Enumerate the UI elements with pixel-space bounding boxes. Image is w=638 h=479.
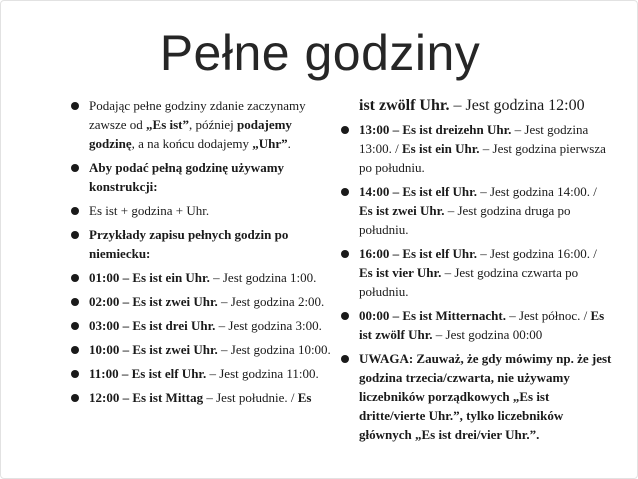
list-item: [341, 182, 613, 239]
bold-text: Przykłady zapisu pełnych godzin po niemiecku:: [89, 227, 289, 261]
bullet-icon: [71, 394, 79, 402]
text: , później: [189, 117, 238, 132]
text: – Jest godzina 10:00.: [217, 342, 331, 357]
list-item: [341, 120, 613, 177]
left-bullet-list: [71, 96, 339, 407]
bold-text: Es ist zwei Uhr.: [359, 203, 445, 218]
bold-text: 13:00 – Es ist dreizehn Uhr.: [359, 122, 512, 137]
bold-text: 10:00 – Es ist zwei Uhr.: [89, 342, 218, 357]
bold-text: Es ist ein Uhr.: [401, 141, 480, 156]
bold-text: „Uhr”: [252, 136, 288, 151]
bold-text: 14:00 – Es ist elf Uhr.: [359, 184, 477, 199]
bullet-icon: [71, 164, 79, 172]
bold-text: Es ist vier Uhr.: [359, 265, 442, 280]
list-item: [71, 388, 339, 407]
bold-text: 02:00 – Es ist zwei Uhr.: [89, 294, 218, 309]
page-title: Pełne godziny: [159, 25, 481, 81]
list-item: [71, 292, 339, 311]
bullet-icon: [341, 126, 349, 134]
bold-text: 03:00 – Es ist drei Uhr.: [89, 318, 216, 333]
text: – Jest północ. /: [505, 308, 591, 323]
text: – Jest godzina 11:00.: [206, 366, 319, 381]
text: – Jest godzina 3:00.: [215, 318, 322, 333]
bullet-icon: [71, 322, 79, 330]
bullet-icon: [71, 231, 79, 239]
text: – Jest godzina 14:00. /: [476, 184, 597, 199]
bold-text: Aby podać pełną godzinę używamy konstrukcji:: [89, 160, 285, 194]
list-item: [341, 306, 613, 344]
text: – Jest godzina 12:00: [449, 97, 585, 114]
text: – Jest godzina druga po południu.: [359, 203, 571, 237]
bullet-icon: [71, 207, 79, 215]
list-item: [71, 158, 339, 196]
bold-text: 00:00 – Es ist Mitternacht.: [359, 308, 506, 323]
text: – Jest godzina 13:00. /: [359, 122, 589, 156]
text: , a na końcu dodajemy: [131, 136, 253, 151]
right-bullet-list: [341, 120, 613, 444]
text: – Jest godzina pierwsza po południu.: [359, 141, 606, 175]
bold-text: 01:00 – Es ist ein Uhr.: [89, 270, 210, 285]
bold-text: Es ist zwölf Uhr.: [359, 308, 605, 342]
text: – Jest godzina 2:00.: [217, 294, 325, 309]
bold-text: 11:00 – Es ist elf Uhr.: [89, 366, 207, 381]
list-item: [71, 316, 339, 335]
bold-text: 16:00 – Es ist elf Uhr.: [359, 246, 477, 261]
text: – Jest godzina 1:00.: [209, 270, 317, 285]
bullet-icon: [71, 298, 79, 306]
bullet-icon: [341, 188, 349, 196]
list-item: [71, 96, 339, 153]
bullet-icon: [71, 102, 79, 110]
list-item: [71, 340, 339, 359]
bullet-icon: [341, 355, 349, 363]
bullet-icon: [341, 312, 349, 320]
text: Es ist + godzina + Uhr.: [89, 203, 210, 218]
right-column: [341, 97, 613, 449]
bullet-icon: [341, 250, 349, 258]
bold-text: UWAGA: Zauważ, że gdy mówimy np. że jest godzina trzecia/czwarta, nie używamy liczebników porządkowych „Es ist dritte/vierte Uhr.”, tylko liczebników głównych „Es ist drei/vier Uhr.”.: [359, 351, 612, 442]
text: – Jest godzina 00:00: [432, 327, 543, 342]
list-item: [341, 244, 613, 301]
text: .: [287, 136, 291, 151]
list-item: [71, 225, 339, 263]
text: – Jest południe. /: [203, 390, 298, 405]
text: – Jest godzina czwarta po południu.: [359, 265, 579, 299]
left-column: [71, 96, 339, 412]
text: Podając pełne godziny zdanie zaczynamy zawsze od: [89, 98, 306, 132]
bold-text: Es: [297, 390, 312, 405]
list-item: [341, 349, 613, 444]
bold-text: „Es ist”: [146, 117, 190, 132]
bullet-icon: [71, 274, 79, 282]
list-item: [71, 201, 339, 220]
bold-text: 12:00 – Es ist Mittag: [89, 390, 204, 405]
bullet-icon: [71, 370, 79, 378]
bold-text: ist zwölf Uhr.: [359, 97, 450, 114]
text: – Jest godzina 16:00. /: [476, 246, 597, 261]
list-item: [71, 364, 339, 383]
continuation-text: [341, 97, 613, 115]
bold-text: podajemy godzinę: [89, 117, 292, 151]
bullet-icon: [71, 346, 79, 354]
list-item: [71, 268, 339, 287]
